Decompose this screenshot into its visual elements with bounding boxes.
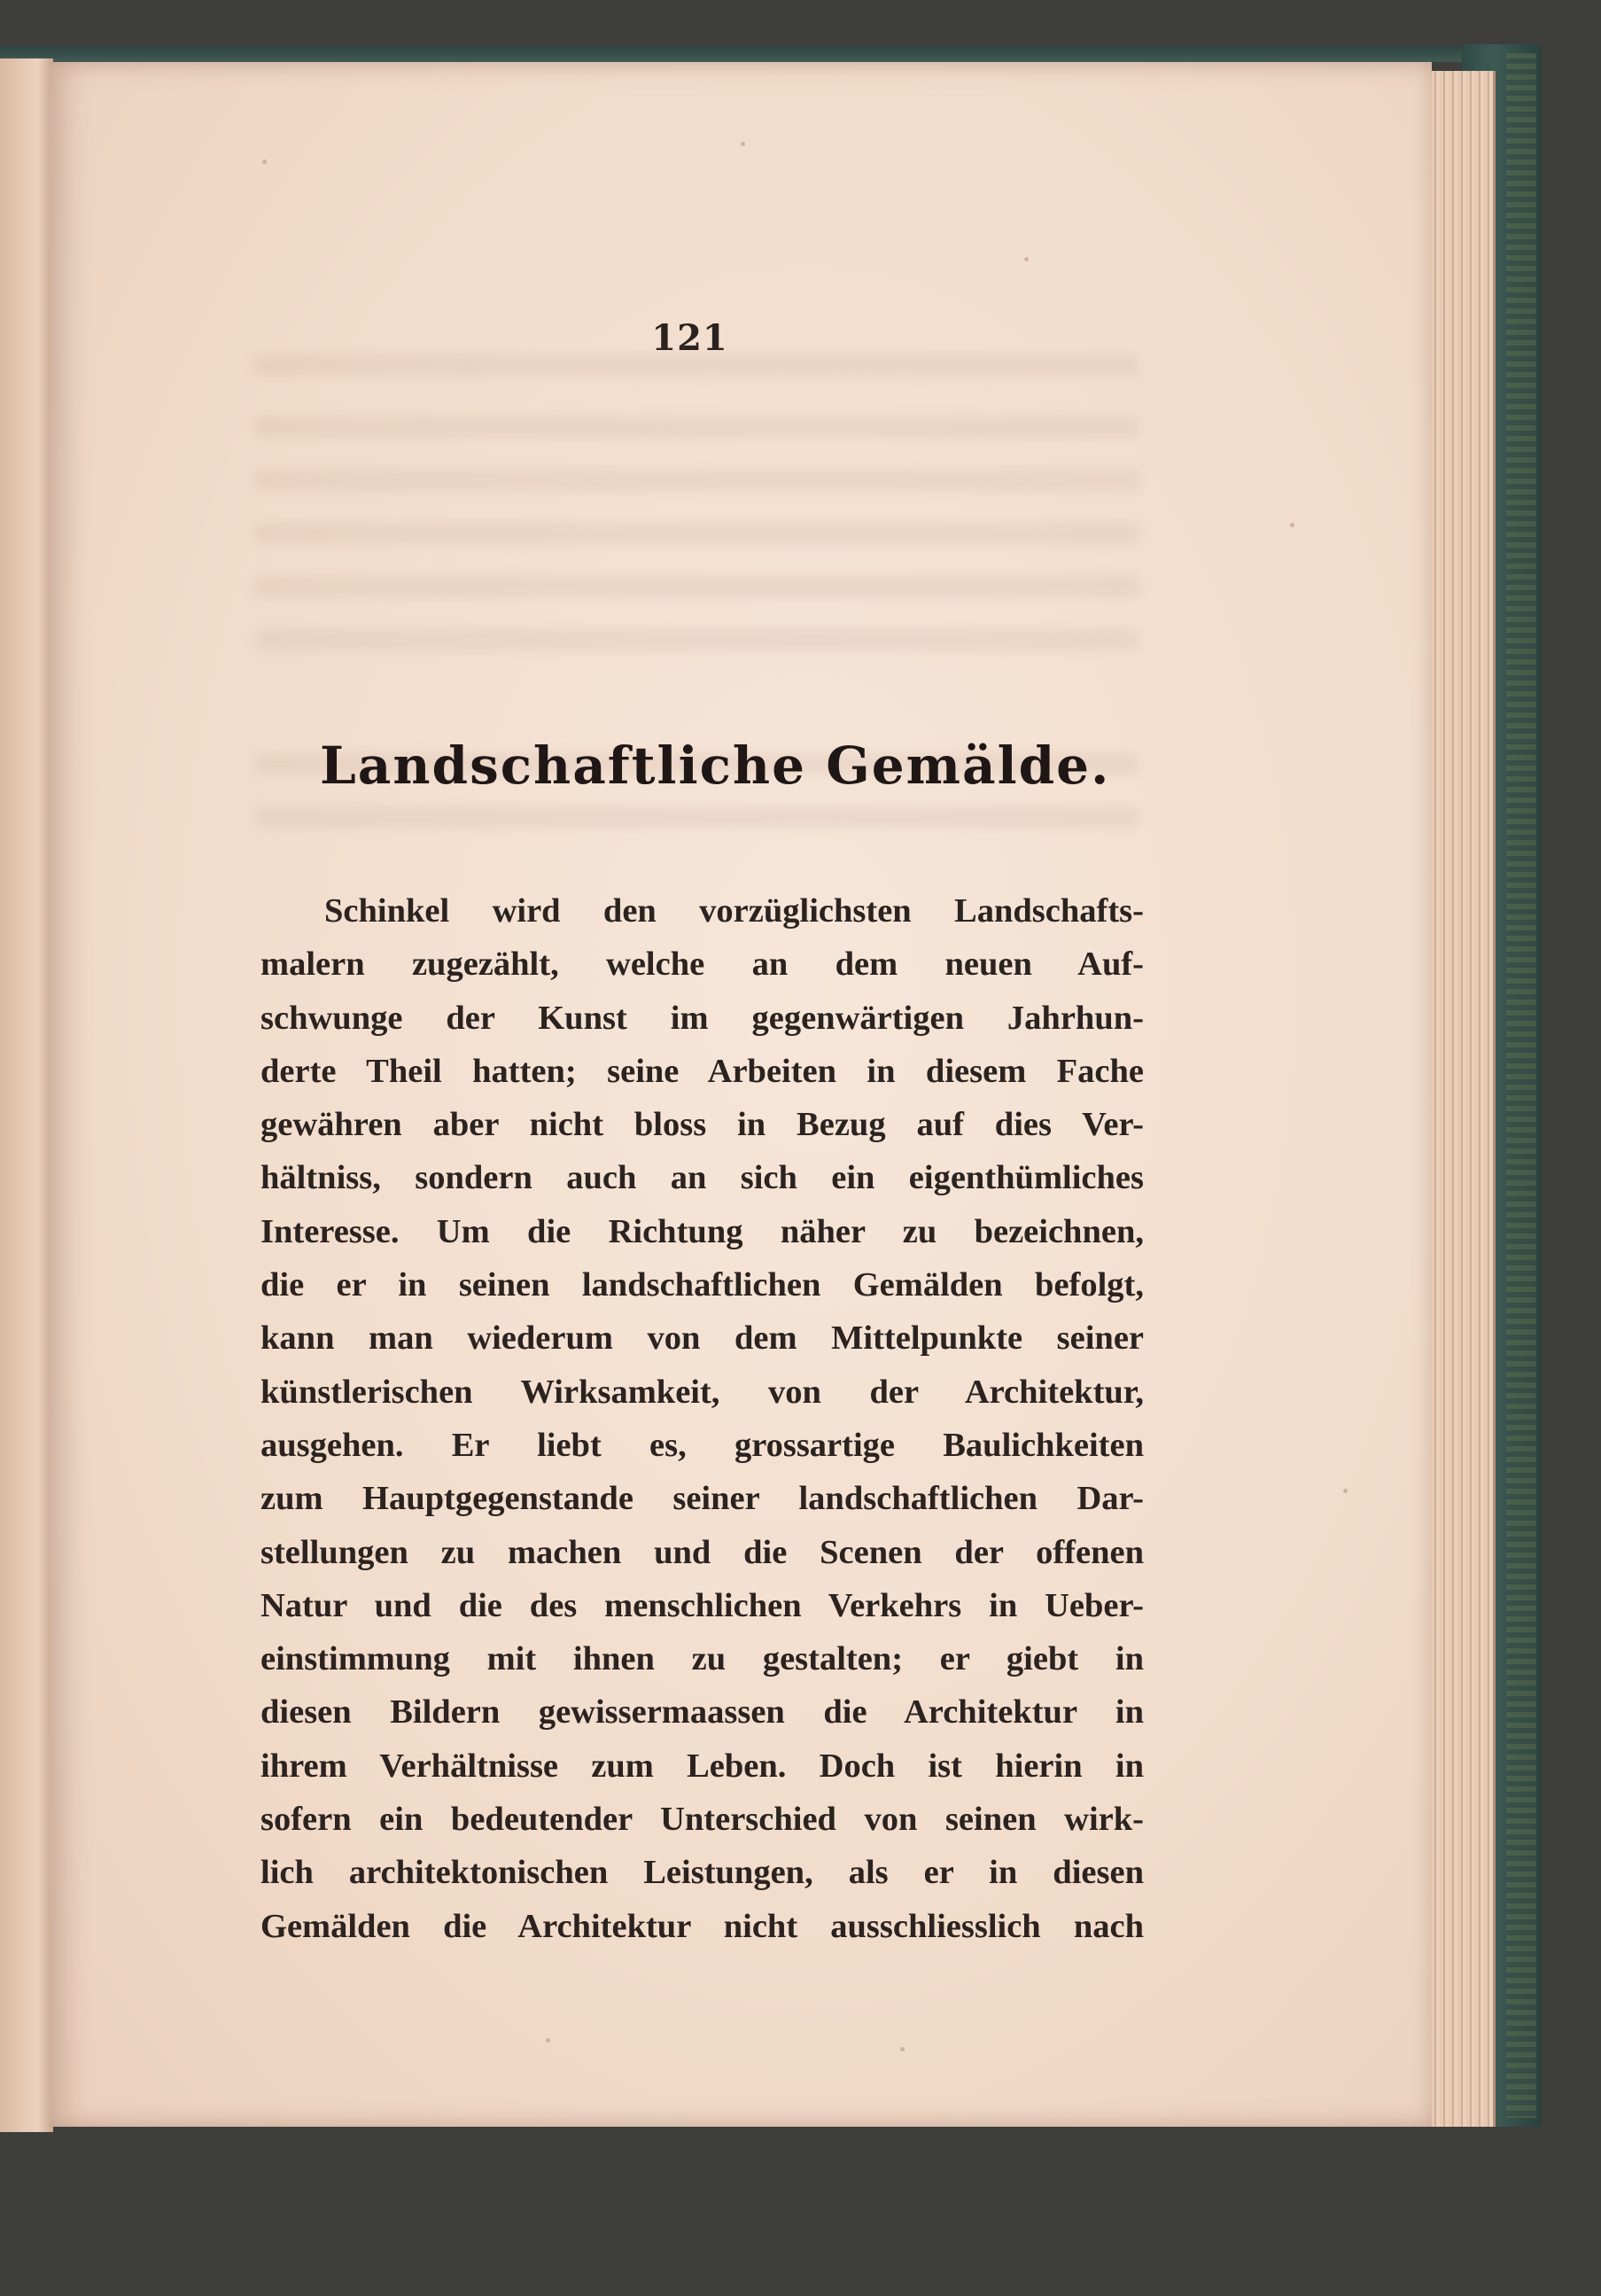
text-line: zum Hauptgegenstande seiner landschaftlichen Dar- (260, 1480, 1144, 1518)
bleed-through (253, 523, 1139, 544)
text-line: einstimmung mit ihnen zu gestalten; er giebt in (260, 1640, 1144, 1678)
text-line: schwunge der Kunst im gegenwärtigen Jahrhun- (260, 999, 1144, 1037)
paper-speck (546, 2038, 550, 2043)
text-line: lich architektonischen Leistungen, als er in diesen (260, 1854, 1144, 1892)
text-line: stellungen zu machen und die Scenen der offenen (260, 1533, 1144, 1571)
text-line: Gemälden die Architektur nicht ausschliesslich nach (260, 1907, 1144, 1945)
book-page (50, 62, 1432, 2127)
text-line: diesen Bildern gewissermaassen die Architektur in (260, 1693, 1144, 1732)
text-line: Schinkel wird den vorzüglichsten Landschafts- (324, 892, 1144, 930)
text-line: Interesse. Um die Richtung näher zu bezeichnen, (260, 1212, 1144, 1250)
binding-texture (1506, 53, 1536, 2118)
binding-top-edge (0, 46, 1542, 62)
text-line: gewähren aber nicht bloss in Bezug auf dies Ver- (260, 1106, 1144, 1144)
bleed-through (253, 806, 1139, 828)
text-line: die er in seinen landschaftlichen Gemälden befolgt, (260, 1266, 1144, 1304)
bleed-through (253, 629, 1139, 650)
text-line: sofern ein bedeutender Unterschied von seinen wirk- (260, 1801, 1144, 1839)
left-page-edge (0, 58, 53, 2132)
paper-speck (1290, 523, 1294, 527)
paper-speck (1343, 1489, 1348, 1493)
body-paragraph (260, 884, 1144, 1953)
paper-speck (1024, 257, 1029, 261)
paper-speck (900, 2047, 905, 2051)
text-line: künstlerischen Wirksamkeit, von der Architektur, (260, 1373, 1144, 1411)
paper-speck (741, 142, 745, 146)
bleed-through (253, 576, 1139, 597)
bleed-through (253, 470, 1139, 491)
text-line: derte Theil hatten; seine Arbeiten in diesem Fache (260, 1052, 1144, 1090)
text-line: Natur und die des menschlichen Verkehrs in Ueber- (260, 1586, 1144, 1624)
text-line: malern zugezählt, welche an dem neuen Auf- (260, 946, 1144, 984)
section-heading: Landschaftliche Gemälde. (320, 735, 1111, 796)
text-line: kann man wiederum von dem Mittelpunkte seiner (260, 1319, 1144, 1358)
paper-speck (262, 160, 267, 164)
text-line: ausgehen. Er liebt es, grossartige Baulichkeiten (260, 1426, 1144, 1464)
page-number: 121 (651, 317, 728, 359)
bleed-through (253, 416, 1139, 438)
text-line: hältniss, sondern auch an sich ein eigenthümliches (260, 1159, 1144, 1197)
text-line: ihrem Verhältnisse zum Leben. Doch ist hierin in (260, 1747, 1144, 1785)
